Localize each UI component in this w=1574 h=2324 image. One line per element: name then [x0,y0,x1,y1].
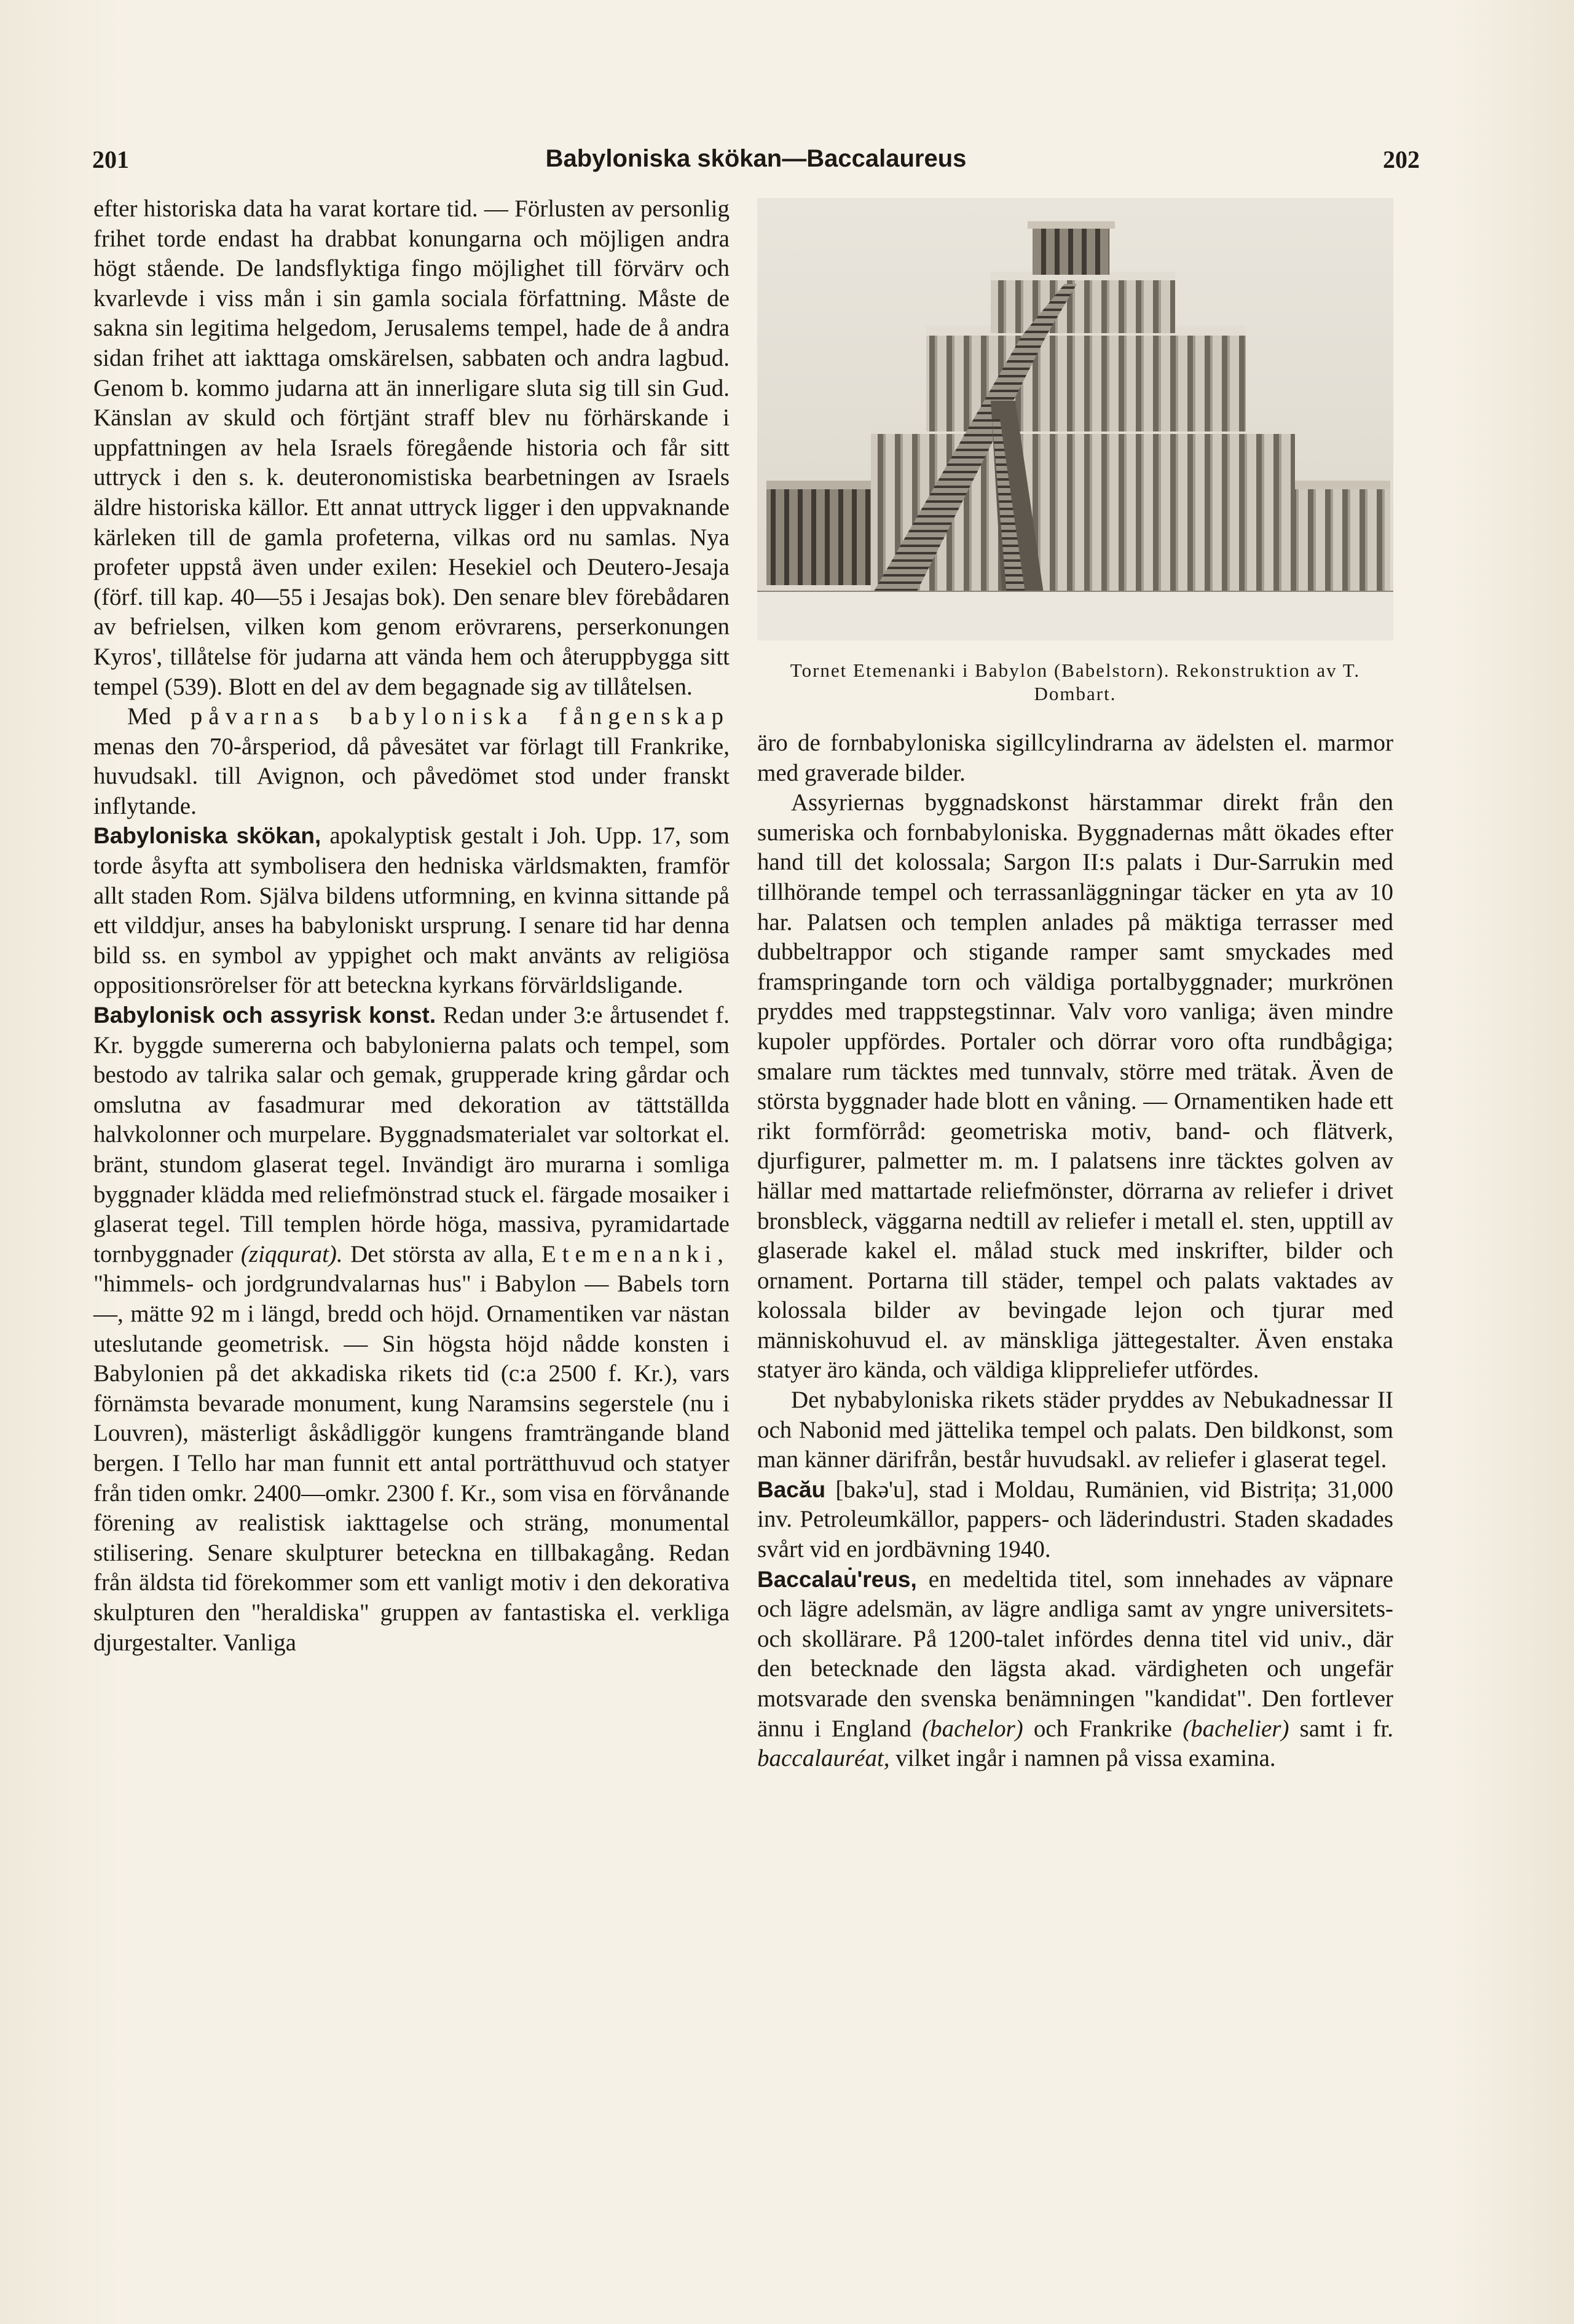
art-ziqqurat: (ziqqurat). [240,1240,343,1267]
figure-caption: Tornet Etemenanki i Babylon (Babelstorn). Rekonstruktion av T. Dombart. [790,660,1361,704]
captivity-spaced-term: påvarnas babyloniska fångenskap [190,703,730,730]
bacc-text-3: samt i fr. [1299,1715,1394,1742]
left-column [93,194,730,1658]
art-etemenanki: Etemenanki, [541,1240,730,1267]
exile-paragraph: efter historiska data ha varat kortare tid. — Förlusten av personlig frihet torde endast ha drabbat konungarna och möjligen andra högt stående. De landsflyktiga fingo möjlighet till förvärv och kvarlevde i viss mån i sin gamla sociala författning. Måste de sakna sin legitima helgedom, Jerusalems tempel, hade de å andra sidan frihet att iakttaga omskärelsen, sabbaten och andra lagbud. Genom b. kommo judarna att än innerligare sluta sig till sin Gud. Känslan av skuld och förtjänt straff blev nu förhärskande i uppfattningen av hela Israels föregående historia och får sitt uttryck i den s. k. deuteronomistiska bearbetningen av Israels äldre historiska källor. Ett annat uttryck ligger i den uppvaknande kärleken till de gamla profeterna, vilkas ord nu samlas. Nya profeter uppstå även under exilen: Hesekiel och Deutero-Jesaja (förf. till kap. 40—55 i Jesajas bok). Den senare blev förebådaren av befrielsen, vilken kom genom erövrarens, perserkonungen Kyros', tillåtelse för judarna att vända hem och återuppbygga sitt tempel (539). Blott en del av dem begagnade sig av tillåtelsen. [93,195,730,700]
entry-babylonian-art [93,1001,730,1658]
bacau-text: [bakə'u], stad i Moldau, Rumänien, vid Bistrița; 31,000 inv. Petroleumkällor, pappers- och läderindustri. Staden skadades svårt vid en jordbävning 1940. [757,1476,1394,1563]
etemenanki-illustration [757,198,1393,640]
right-column [757,728,1393,1774]
bacc-bachelier: (bachelier) [1182,1715,1289,1742]
ziggurat-picture [757,198,1393,640]
entry-bacau [757,1475,1393,1565]
left-wall [766,481,871,585]
page-number-left: 201 [92,146,129,173]
page-header [92,145,1420,182]
entry-baccalaureus [757,1565,1393,1774]
headword-baccalaureus: Baccalau̇'reus, [757,1566,917,1592]
art-continuation-3: Det nybabyloniska rikets städer pryddes av Nebukadnessar II och Nabonid med jättelika tempel och palats. Den bildkonst, som man känner därifrån, består huvudsakl. av reliefer i glaserat tegel. [757,1387,1393,1473]
art-continuation-1: äro de fornbabyloniska sigillcylindrarna av ädelsten el. marmor med graverade bilder. [757,730,1393,786]
entry-babylonian-whore [93,821,730,1001]
foreground-ground [757,591,1393,640]
headword-babylonisk-konst: Babylonisk och assyrisk konst. [93,1002,436,1028]
headword-babyloniska-skokan: Babyloniska skökan, [93,823,321,849]
whore-text: apokalyptisk gestalt i Joh. Upp. 17, som torde åsyfta att symbolisera den hedniska världsmakten, framför allt staden Rom. Själva bildens utformning, en kvinna sittande på ett vilddjur, anses ha babyloniskt ursprung. I senare tid har denna bild ss. en symbol av yppighet och makt använts av religiösa oppositionsrörelser för att beteckna kyrkans förvärldsligande. [93,822,730,999]
bacc-baccalaureat: baccalauréat, [757,1745,890,1772]
bacc-bachelor: (bachelor) [922,1715,1023,1742]
bacc-text-4: vilket ingår i namnen på vissa examina. [895,1745,1276,1772]
running-head: Babyloniska skökan—Baccalaureus [545,145,967,172]
art-text-1: Redan under 3:e årtusendet f. Kr. byggde sumererna och babylonierna palats och tempel, som bestodo av talrika salar och gemak, grupperade kring gårdar och omslutna av fasadmurar med dekoration av tättställda halvkolonner och murpelare. Byggnadsmaterialet var soltorkat el. bränt, stundom glaserat tegel. Invändigt äro murarna i somliga byggnader klädda med reliefmönstrad stuck el. färgade mosaiker i glaserat tegel. Till templen hörde höga, massiva, pyramidartade tornbyggnader [93,1002,730,1267]
art-continuation-2: Assyriernas byggnadskonst härstammar direkt från den sumeriska och fornbabyloniska. Byggnadernas mått ökades efter hand till det kolossala; Sargon II:s palats i Dur-Sarrukin med tillhörande tempel och terrassanläggningar täcker en yta av 10 har. Palatsen och templen anlades på mäktiga terrasser med dubbeltrappor och stigande ramper samt smyckades med framspringande torn och väldiga portalbyggnader; murkrönen pryddes med trappstegstinnar. Valv voro vanliga; även mindre kupoler uppfördes. Portaler och dörrar voro ofta rundbågiga; smalare rum täcktes med tunnvalv, större med trätak. Även de största byggnader hade blott en våning. — Ornamentiken hade ett rikt formförråd: geometriska motiv, band- och flätverk, djurfigurer, palmetter m. m. I palatsens inre täcktes golven av hällar med mattartade reliefmönster, dörrarna av reliefer i drivet bronsbleck, väggarna nedtill av reliefer i metall el. sten, upptill av glaserade kakel el. målad stuck med inskrifter, bilder och ornament. Portarna till städer, tempel och palats vaktades av kolossala bilder av bevingade lejon och tjurar med människohuvud el. av mänskliga jättegestalter. Även enstaka statyer äro kända, och väldiga klippreliefer utfördes. [757,789,1393,1384]
headword-bacau: Bacău [757,1476,826,1502]
bacc-text-2: och Frankrike [1033,1715,1173,1742]
right-wall [1286,481,1390,591]
art-text-3: "himmels- och jordgrundvalarnas hus" i Babylon — Babels torn —, mätte 92 m i längd, bredd och höjd. Ornamentiken var nästan uteslutande geometrisk. — Sin högsta höjd nådde konsten i Babylonien på det akkadiska rikets tid (c:a 2500 f. Kr.), vars förnämsta bevarade monument, kung Naramsins segerstele (nu i Louvren), mästerligt åskådliggör kungens framträngande bland bergen. I Tello har man funnit ett antal porträtthuvud och statyer från tiden omkr. 2400—omkr. 2300 f. Kr., som visa en förvånande förening av realistisk iakttagelse och sträng, monumental stilisering. Senare skulpturer beteckna en tillbakagång. Redan från äldsta tid förekommer som ett vanligt motiv i den dekorativa skulpturen den "heraldiska" gruppen av fantastiska el. verkliga djurgestalter. Vanliga [93,1270,730,1656]
bacc-text-1: en medeltida titel, som innehades av väpnare och lägre adelsmän, av lägre andliga samt av yngre universitets- och skollärare. På 1200-talet infördes denna titel vid univ., där den betecknade den lägsta akad. värdigheten och ungefär motsvarade den svenska benämningen "kandidat". Den fortlever ännu i England [757,1566,1393,1742]
page-number-right: 202 [1383,146,1420,173]
captivity-lead: Med [127,703,171,730]
art-text-2: Det största av alla, [350,1240,534,1267]
entry-papal-captivity [93,702,730,821]
captivity-text: menas den 70-årsperiod, då påvesätet var förlagt till Frankrike, huvudsakl. till Avignon, och påvedömet stod under franskt inflytande. [93,733,730,819]
